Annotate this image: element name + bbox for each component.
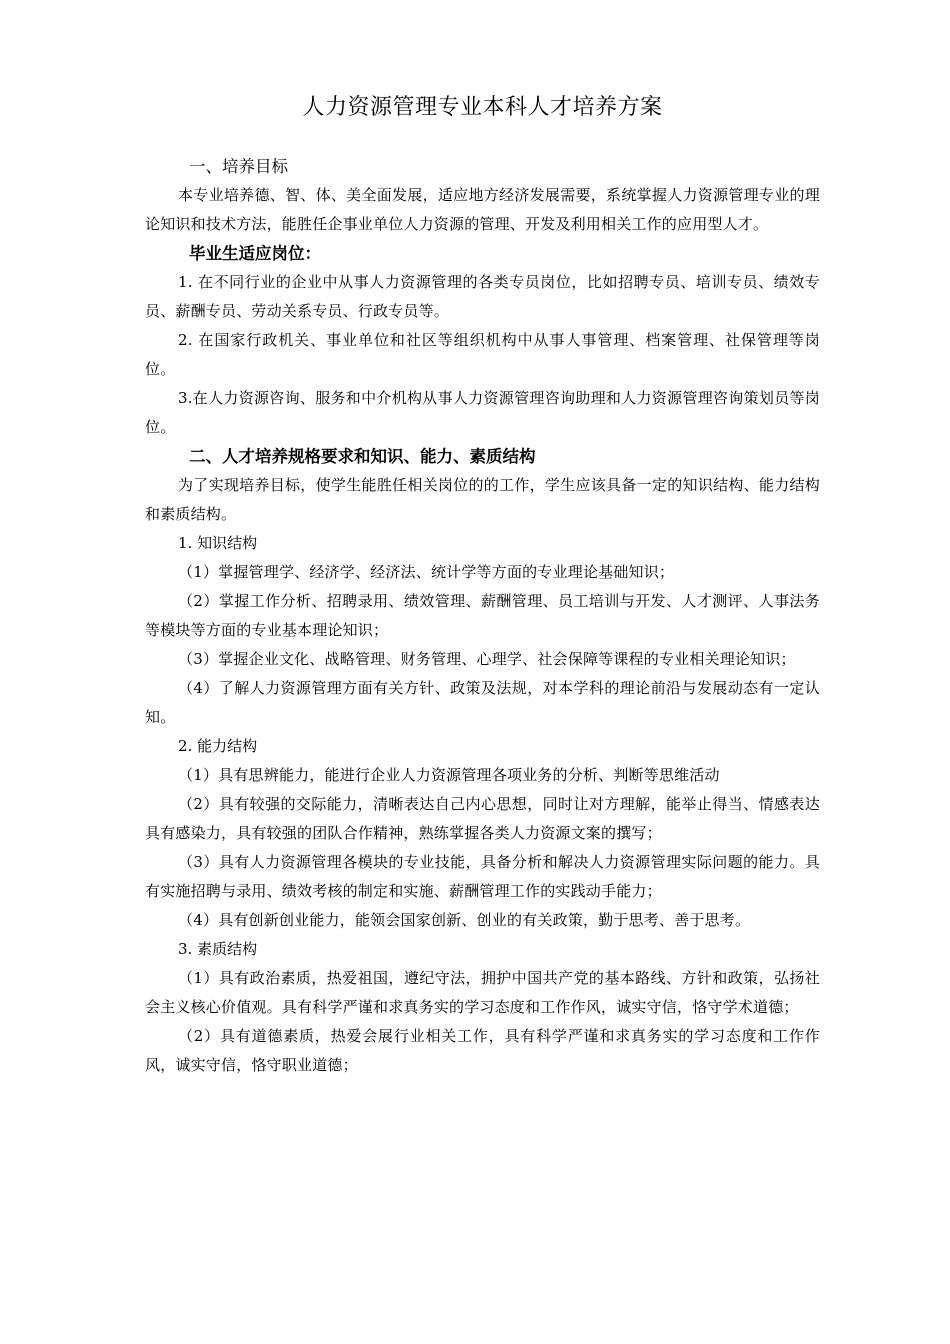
ability-item: （4）具有创新创业能力，能领会国家创新、创业的有关政策，勤于思考、善于思考。 bbox=[178, 911, 751, 929]
knowledge-item: （3）掌握企业文化、战略管理、财务管理、心理学、社会保障等课程的专业相关理论知识； bbox=[178, 650, 796, 668]
post-item: 1. 在不同行业的企业中从事人力资源管理的各类专员岗位，比如招聘专员、培训专员、绩效专员、薪酬专员、劳动关系专员、行政专员等。 bbox=[145, 273, 820, 320]
section1-heading: 一、培养目标 bbox=[189, 157, 288, 176]
post-item: 3.在人力资源咨询、服务和中介机构从事人力资源管理咨询助理和人力资源管理咨询策划员等岗位。 bbox=[145, 389, 820, 436]
section2-heading: 二、人才培养规格要求和知识、能力、素质结构 bbox=[189, 447, 536, 466]
ability-item: （1）具有思辨能力，能进行企业人力资源管理各项业务的分析、判断等思维活动 bbox=[178, 766, 720, 784]
document-page bbox=[145, 88, 820, 1080]
posts-heading: 毕业生适应岗位： bbox=[189, 244, 321, 263]
section1-intro: 本专业培养德、智、体、美全面发展，适应地方经济发展需要，系统掌握人力资源管理专业的理论知识和技术方法，能胜任企事业单位人力资源的管理、开发及利用相关工作的应用型人才。 bbox=[145, 186, 820, 233]
quality-heading: 3. 素质结构 bbox=[178, 940, 258, 958]
knowledge-heading: 1. 知识结构 bbox=[178, 534, 258, 552]
ability-item: （3）具有人力资源管理各模块的专业技能，具备分析和解决人力资源管理实际问题的能力。具有实施招聘与录用、绩效考核的制定和实施、薪酬管理工作的实践动手能力； bbox=[145, 853, 820, 900]
knowledge-item: （1）掌握管理学、经济学、经济法、统计学等方面的专业理论基础知识； bbox=[178, 563, 675, 581]
section2-intro: 为了实现培养目标，使学生能胜任相关岗位的的工作，学生应该具备一定的知识结构、能力结构和素质结构。 bbox=[145, 476, 820, 523]
quality-item: （1）具有政治素质，热爱祖国，遵纪守法，拥护中国共产党的基本路线、方针和政策，弘扬社会主义核心价值观。具有科学严谨和求真务实的学习态度和工作作风，诚实守信，恪守学术道德； bbox=[145, 969, 820, 1016]
quality-item: （2）具有道德素质，热爱会展行业相关工作，具有科学严谨和求真务实的学习态度和工作作风，诚实守信，恪守职业道德； bbox=[145, 1027, 820, 1074]
post-item: 2. 在国家行政机关、事业单位和社区等组织机构中从事人事管理、档案管理、社保管理等岗位。 bbox=[145, 331, 820, 378]
ability-heading: 2. 能力结构 bbox=[178, 737, 258, 755]
knowledge-item: （2）掌握工作分析、招聘录用、绩效管理、薪酬管理、员工培训与开发、人才测评、人事法务等模块等方面的专业基本理论知识； bbox=[145, 592, 820, 639]
knowledge-item: （4）了解人力资源管理方面有关方针、政策及法规，对本学科的理论前沿与发展动态有一定认知。 bbox=[145, 679, 820, 726]
document-title: 人力资源管理专业本科人才培养方案 bbox=[302, 95, 663, 120]
ability-item: （2）具有较强的交际能力，清晰表达自己内心思想，同时让对方理解，能举止得当、情感表达具有感染力，具有较强的团队合作精神，熟练掌握各类人力资源文案的撰写； bbox=[145, 795, 820, 842]
